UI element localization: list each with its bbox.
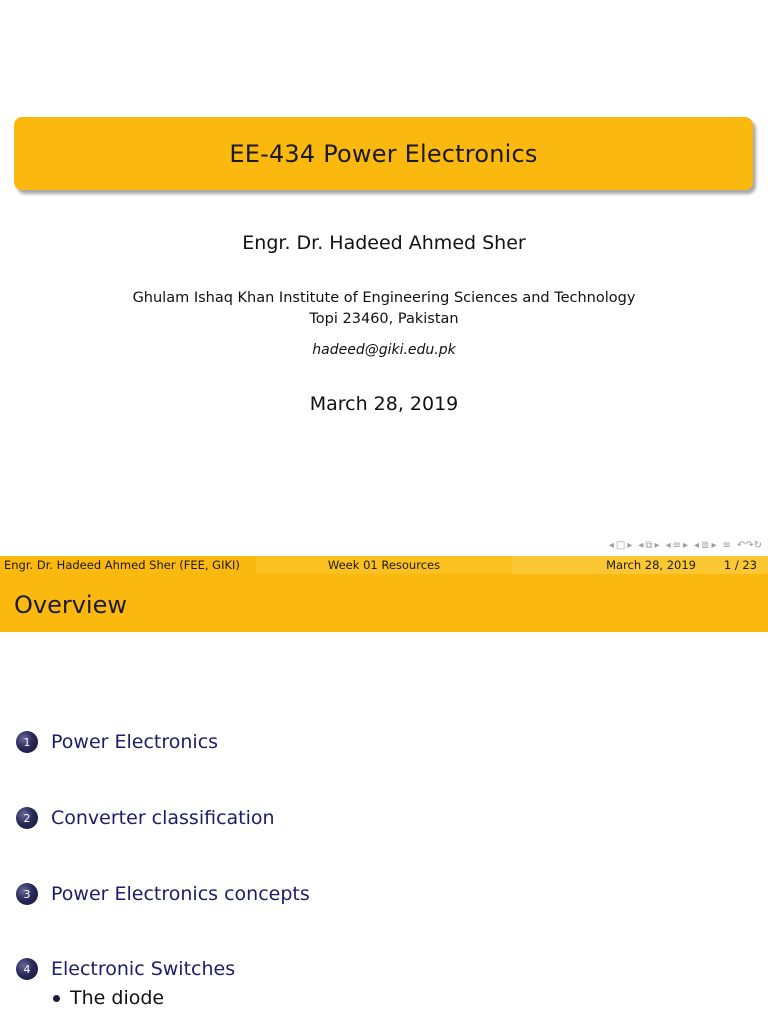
subsec-nav bbox=[694, 539, 716, 553]
section-next-icon[interactable]: ▸ bbox=[682, 540, 689, 551]
frame-title: Overview bbox=[14, 591, 127, 619]
frame-next-icon[interactable]: ▸ bbox=[627, 540, 633, 551]
document-icon[interactable]: ≡ bbox=[722, 540, 731, 551]
bullet-icon bbox=[53, 995, 60, 1002]
institute-line-2: Topi 23460, Pakistan bbox=[309, 311, 459, 327]
toc-item-label: Converter classification bbox=[51, 807, 275, 829]
toc-number-ball: 2 bbox=[16, 807, 38, 829]
title-box bbox=[14, 117, 753, 190]
document-nav bbox=[722, 539, 730, 553]
back-forward-search-icon[interactable]: ↶↷↻ bbox=[736, 540, 762, 551]
author-name: Engr. Dr. Hadeed Ahmed Sher bbox=[242, 232, 526, 254]
toc-item-label: Power Electronics concepts bbox=[51, 883, 310, 905]
frame-prev-icon[interactable]: ◂ bbox=[608, 540, 614, 551]
section-nav bbox=[666, 539, 688, 553]
toc-subitem[interactable] bbox=[53, 987, 164, 1009]
navigation-symbols bbox=[609, 539, 762, 553]
toc-number-ball: 1 bbox=[16, 731, 38, 753]
author-email: hadeed@giki.edu.pk bbox=[312, 342, 456, 358]
toc-subitem-label: The diode bbox=[70, 987, 165, 1009]
footline-right bbox=[512, 556, 768, 574]
subsec-prev-icon[interactable]: ◂ bbox=[694, 540, 700, 551]
section-icon[interactable]: ≡ bbox=[672, 540, 681, 551]
toc-item[interactable] bbox=[16, 807, 275, 829]
footline-author: Engr. Dr. Hadeed Ahmed Sher (FEE, GIKI) bbox=[0, 556, 256, 574]
footline bbox=[0, 556, 768, 574]
subsection-next-icon[interactable]: ▸ bbox=[654, 540, 660, 551]
presentation-title: EE-434 Power Electronics bbox=[229, 139, 538, 168]
toc-item[interactable] bbox=[16, 958, 235, 980]
footline-page-number: 1 / 23 bbox=[723, 558, 757, 572]
institute-line-1: Ghulam Ishaq Khan Institute of Engineering Sciences and Technology bbox=[132, 290, 636, 306]
frame-nav bbox=[609, 539, 633, 553]
toc-item-label: Electronic Switches bbox=[51, 958, 236, 980]
footline-date: March 28, 2019 bbox=[606, 558, 696, 572]
frame-icon[interactable]: □ bbox=[615, 540, 626, 551]
presentation-date: March 28, 2019 bbox=[309, 393, 459, 415]
toc-item[interactable] bbox=[16, 883, 310, 905]
section-prev-icon[interactable]: ◂ bbox=[665, 540, 671, 551]
subsection-frames-icon[interactable]: ⧉ bbox=[645, 540, 653, 551]
frame-title-bar bbox=[0, 574, 768, 632]
subsec-next-icon[interactable]: ▸ bbox=[711, 540, 717, 551]
subsection-prev-icon[interactable]: ◂ bbox=[638, 540, 644, 551]
toc-number-ball: 3 bbox=[16, 883, 38, 905]
toc-item-label: Power Electronics bbox=[51, 731, 219, 753]
footline-title: Week 01 Resources bbox=[256, 556, 512, 574]
overview-slide bbox=[0, 574, 768, 1024]
subsec-icon[interactable]: ≣ bbox=[701, 540, 710, 551]
search-nav bbox=[737, 539, 762, 553]
toc-item[interactable] bbox=[16, 731, 218, 753]
toc-number-ball: 4 bbox=[16, 958, 38, 980]
subsection-frames-nav bbox=[638, 539, 659, 553]
